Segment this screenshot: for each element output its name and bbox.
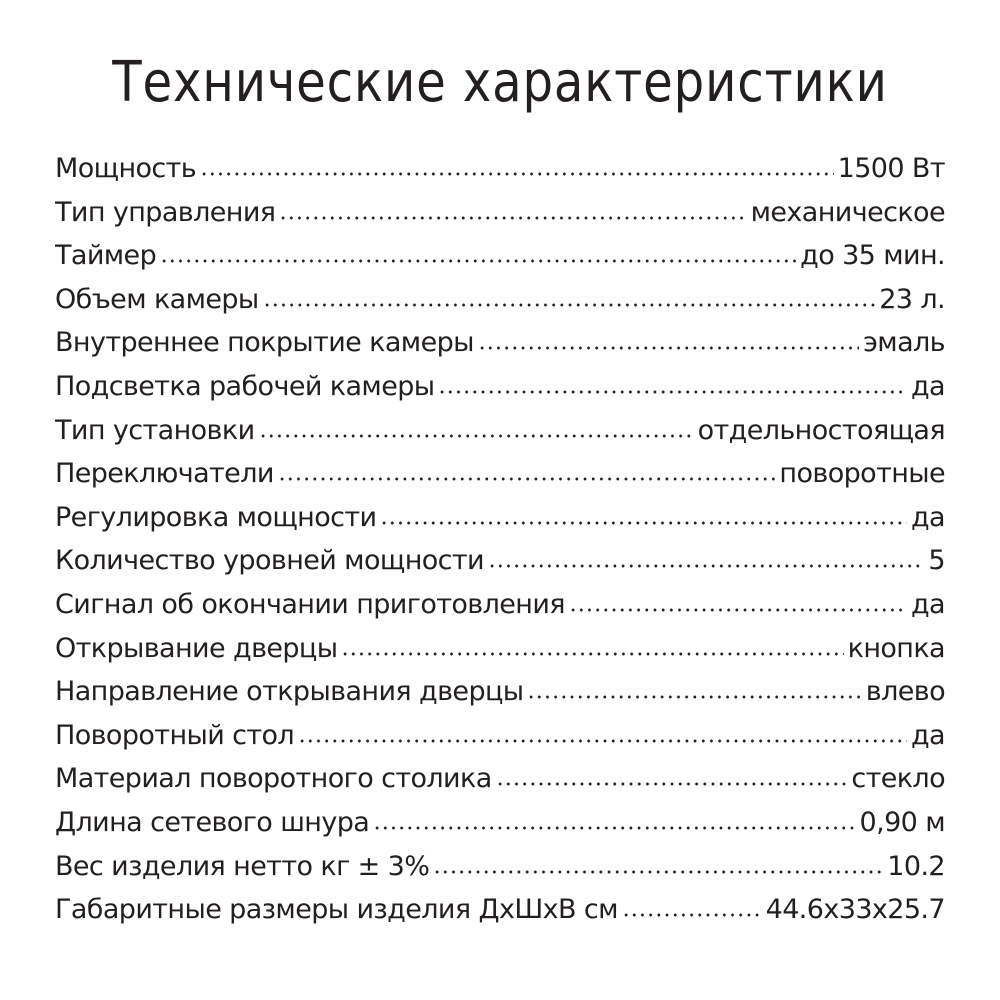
dot-leader	[200, 171, 834, 177]
spec-row	[55, 409, 945, 453]
page-title: Технические характеристики	[112, 50, 888, 115]
dot-leader	[527, 694, 861, 700]
dot-leader	[433, 869, 883, 875]
spec-label: Объем камеры	[55, 283, 259, 315]
dot-leader	[380, 520, 907, 526]
spec-row	[55, 627, 945, 671]
spec-label: Регулировка мощности	[55, 501, 377, 533]
spec-value: да	[910, 501, 945, 533]
spec-row	[55, 278, 945, 322]
spec-label: Мощность	[55, 153, 197, 184]
spec-value: отдельностоящая	[697, 414, 945, 446]
dot-leader	[160, 258, 796, 264]
spec-value: 1500 Вт	[837, 153, 945, 184]
spec-row	[55, 147, 945, 191]
spec-value: да	[910, 719, 945, 751]
spec-value: до 35 мин.	[800, 240, 945, 272]
spec-row	[55, 757, 945, 801]
spec-label: Длина сетевого шнура	[55, 806, 370, 838]
spec-row	[55, 191, 945, 235]
spec-value: стекло	[851, 763, 945, 795]
spec-row	[55, 496, 945, 540]
spec-label: Направление открывания дверцы	[55, 676, 524, 708]
spec-row	[55, 365, 945, 409]
spec-value: 23 л.	[879, 283, 945, 315]
spec-value: 5	[928, 545, 945, 577]
spec-value: да	[910, 370, 945, 402]
spec-row	[55, 583, 945, 627]
spec-label: Внутреннее покрытие камеры	[55, 327, 474, 359]
spec-row	[55, 801, 945, 845]
dot-leader	[259, 433, 694, 439]
spec-label: Сигнал об окончании приготовления	[55, 588, 565, 620]
spec-label: Поворотный стол	[55, 719, 295, 751]
spec-label: Тип управления	[55, 196, 276, 228]
spec-list	[55, 147, 945, 932]
spec-value: эмаль	[863, 327, 945, 359]
spec-row	[55, 845, 945, 889]
spec-label: Подсветка рабочей камеры	[55, 370, 435, 402]
dot-leader	[569, 607, 907, 613]
spec-value: кнопка	[847, 632, 945, 664]
spec-value: влево	[865, 676, 945, 708]
spec-label: Тип установки	[55, 414, 255, 446]
spec-label: Вес изделия нетто кг ± 3%	[55, 850, 430, 882]
spec-value: 0,90 м	[859, 806, 945, 838]
spec-value: 44.6х33х25.7	[765, 894, 945, 926]
spec-label: Материал поворотного столика	[55, 763, 492, 795]
dot-leader	[263, 302, 876, 308]
spec-row	[55, 888, 945, 932]
spec-row	[55, 670, 945, 714]
dot-leader	[438, 389, 907, 395]
spec-label: Количество уровней мощности	[55, 545, 484, 577]
dot-leader	[496, 781, 848, 787]
dot-leader	[488, 563, 924, 569]
spec-value: 10.2	[887, 850, 945, 882]
spec-value: да	[910, 588, 945, 620]
dot-leader	[278, 476, 776, 482]
dot-leader	[478, 345, 859, 351]
spec-row	[55, 321, 945, 365]
dot-leader	[279, 215, 746, 221]
spec-value: поворотные	[779, 458, 945, 490]
spec-value: механическое	[750, 196, 945, 228]
spec-label: Открывание дверцы	[55, 632, 338, 664]
spec-row	[55, 539, 945, 583]
spec-row	[55, 452, 945, 496]
spec-label: Таймер	[55, 240, 157, 272]
dot-leader	[622, 912, 762, 918]
spec-label: Габаритные размеры изделия ДхШхВ см	[55, 894, 618, 926]
spec-row	[55, 714, 945, 758]
dot-leader	[298, 738, 907, 744]
spec-label: Переключатели	[55, 458, 274, 490]
dot-leader	[373, 825, 855, 831]
spec-row	[55, 234, 945, 278]
dot-leader	[341, 651, 843, 657]
